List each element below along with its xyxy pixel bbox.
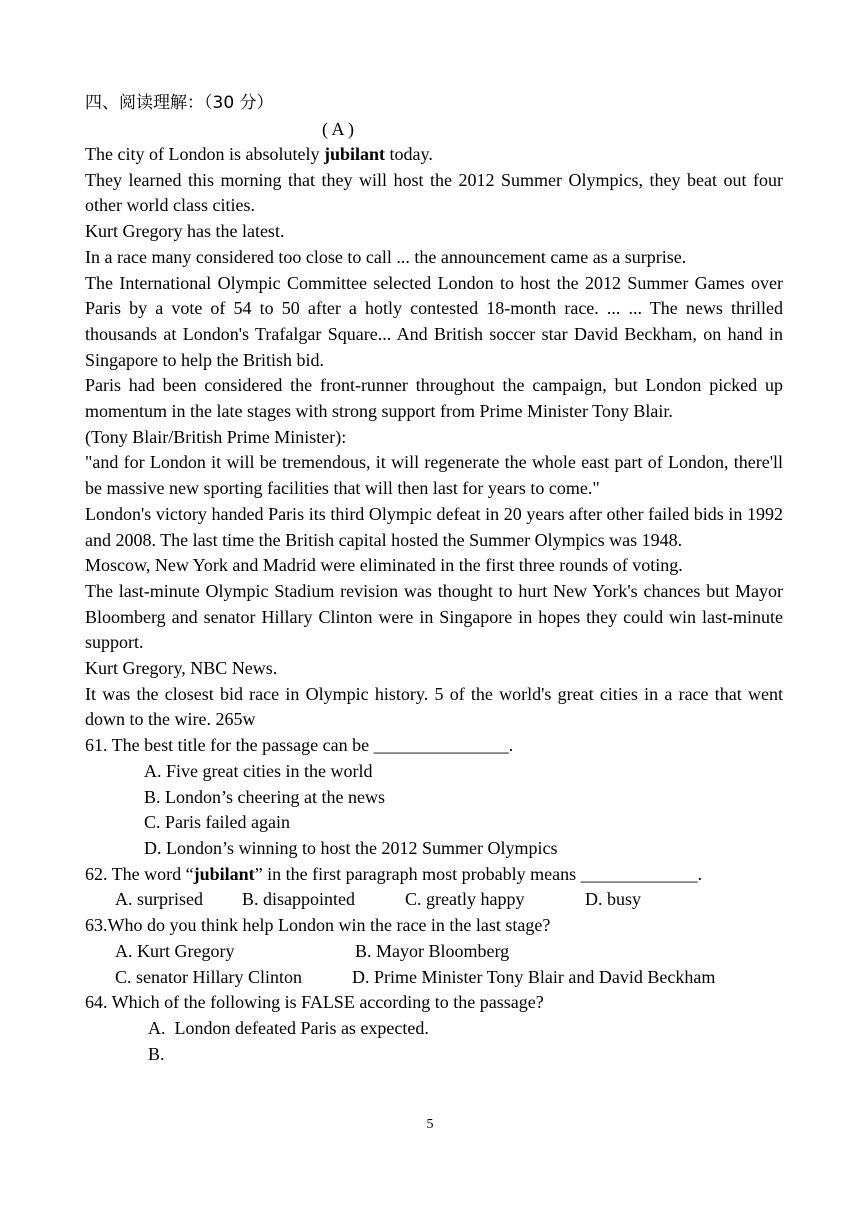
paragraph-text: today. [385,144,433,164]
question-62-options [85,887,783,913]
passage-paragraph-3: Kurt Gregory has the latest. [85,221,285,242]
question-63-option-d: D. Prime Minister Tony Blair and David Beckham [352,966,716,987]
question-62-option-b: B. disappointed [242,889,355,910]
question-64-option-a: A. London defeated Paris as expected. [148,1017,429,1038]
question-63-option-a: A. Kurt Gregory [115,940,235,961]
question-62-stem [85,862,783,888]
question-64-option-b: B. [148,1043,165,1064]
paragraph-text: The city of London is absolutely [85,144,324,164]
question-62-option-a: A. surprised [115,889,203,910]
question-63-option-c: C. senator Hillary Clinton [115,966,302,987]
bold-word-jubilant: jubilant [193,863,255,884]
passage-paragraph-13: It was the closest bid race in Olympic history. 5 of the world's great cities in a race that went down to the wire. 265w [85,683,783,730]
passage-paragraph-9: London's victory handed Paris its third Olympic defeat in 20 years after other failed bids in 1992 and 2008. The last time the British capital hosted the Summer Olympics was 1948. [85,503,783,550]
question-61-option-d: D. London’s winning to host the 2012 Summer Olympics [144,837,558,858]
question-62-option-d: D. busy [585,889,642,910]
question-61-stem: 61. The best title for the passage can be _______________. [85,735,514,756]
passage-paragraph-2: They learned this morning that they will host the 2012 Summer Olympics, they beat out four other world class cities. [85,169,783,216]
passage-paragraph-12: Kurt Gregory, NBC News. [85,658,278,679]
question-64-stem: 64. Which of the following is FALSE according to the passage? [85,992,544,1013]
question-text: 62. The word “ [85,863,194,884]
question-63-stem: 63.Who do you think help London win the race in the last stage? [85,915,551,936]
question-61-option-b: B. London’s cheering at the news [144,786,385,807]
passage-paragraph-7: (Tony Blair/British Prime Minister): [85,426,347,447]
passage-paragraph-8: "and for London it will be tremendous, it will regenerate the whole east part of London, there'll be massive new sporting facilities that will then last for years to come." [85,452,783,499]
passage-paragraph-6: Paris had been considered the front-runner throughout the campaign, but London picked up momentum in the late stages with strong support from Prime Minister Tony Blair. [85,375,783,422]
passage-content [85,142,783,1067]
passage-paragraph-5: The International Olympic Committee selected London to host the 2012 Summer Games over Paris by a vote of 54 to 50 after a hotly contested 18-month race. ... ... The news thrilled thousands at London's Trafalgar Square... And British soccer star David Beckham, on hand in Singapore to help the British bid. [85,272,783,370]
passage-label: ( A ) [322,119,355,139]
section-title: 四、阅读理解：（30 分） [85,93,274,113]
question-63-options-row-1 [85,939,783,965]
question-61-option-c: C. Paris failed again [144,812,290,833]
page-number: 5 [426,1117,434,1132]
bold-word-jubilant: jubilant [323,144,385,164]
question-61-option-a: A. Five great cities in the world [144,760,373,781]
question-text: ” in the first paragraph most probably means _____________. [254,863,703,884]
question-63-options-row-2 [85,965,783,991]
passage-paragraph-11: The last-minute Olympic Stadium revision was thought to hurt New York's chances but Mayor Bloomberg and senator Hillary Clinton were in Singapore in hopes they could win last-minute support. [85,580,783,653]
passage-paragraph-10: Moscow, New York and Madrid were eliminated in the first three rounds of voting. [85,555,683,576]
passage-paragraph-4: In a race many considered too close to call ... the announcement came as a surprise. [85,246,687,267]
question-63-option-b: B. Mayor Bloomberg [355,940,510,961]
passage-paragraph-1 [85,142,783,168]
question-62-option-c: C. greatly happy [405,889,525,910]
